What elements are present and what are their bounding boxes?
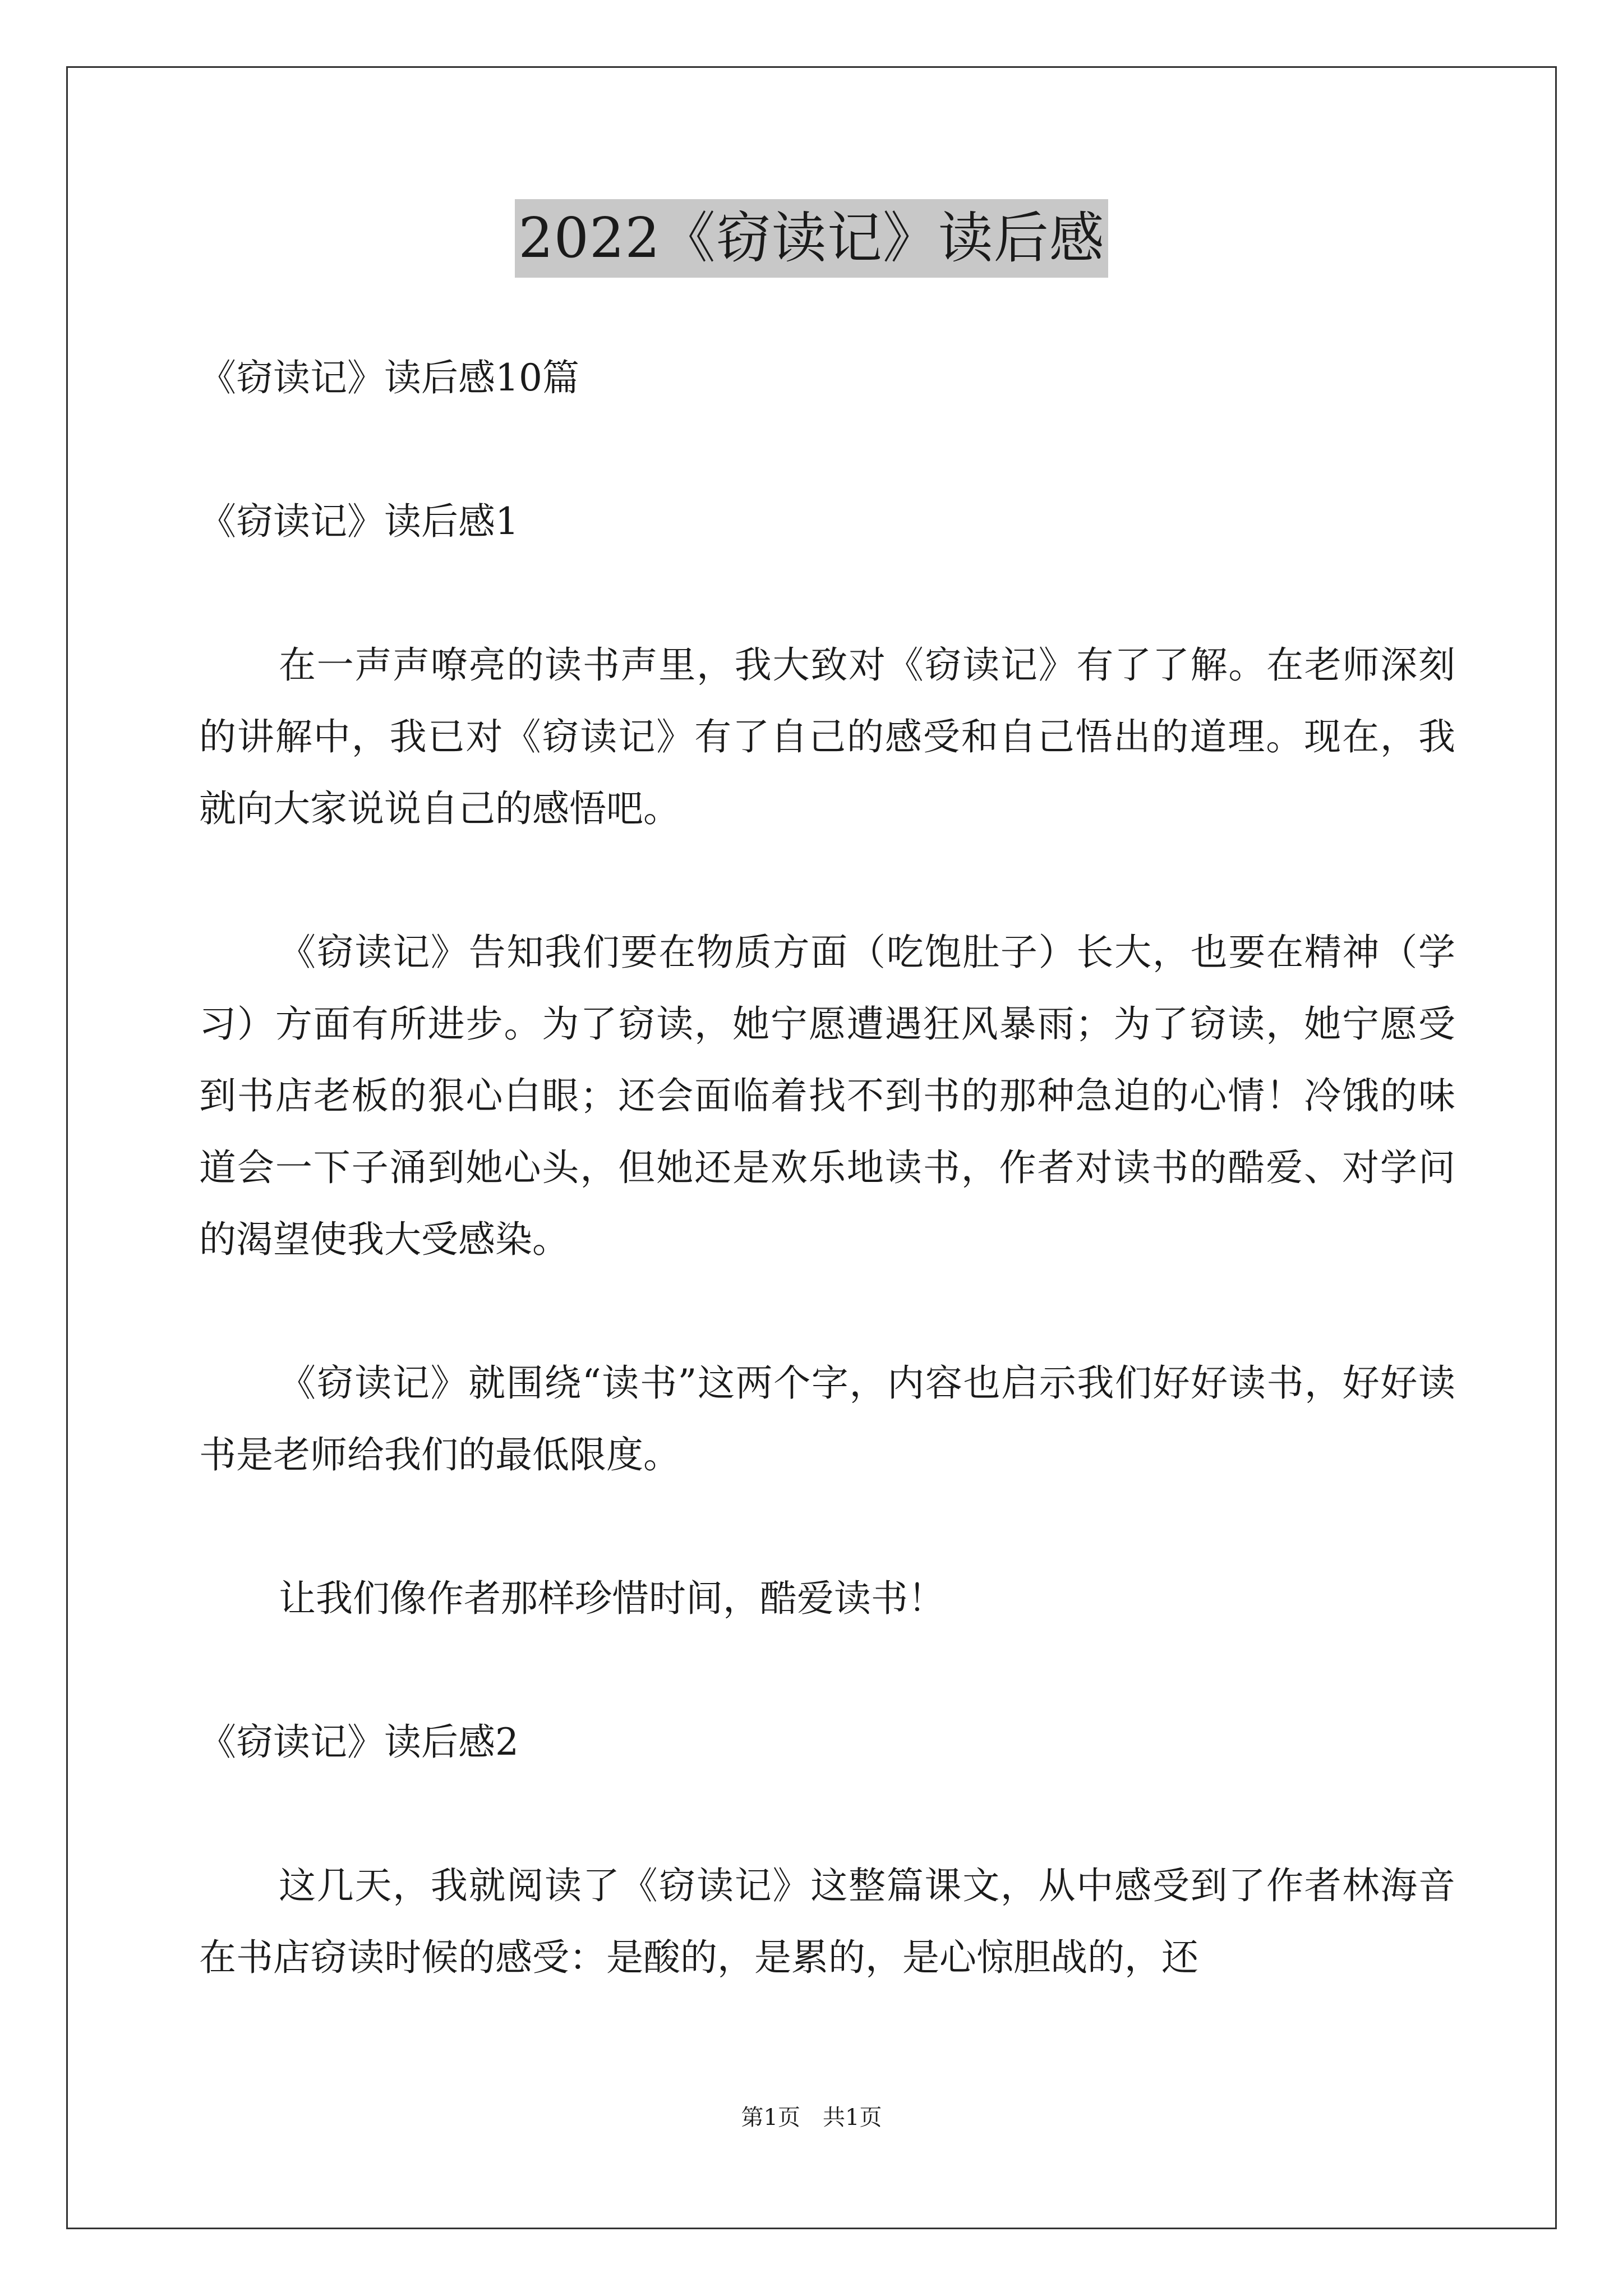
paragraph: 《窃读记》就围绕“读书”这两个字，内容也启示我们好好读书，好好读书是老师给我们的最低限度。: [199, 1361, 1455, 1476]
paragraph: 让我们像作者那样珍惜时间，酷爱读书！: [279, 1577, 945, 1620]
document-body: [199, 342, 1455, 2065]
section-heading-2: 《窃读记》读后感2: [199, 1720, 519, 1764]
paragraph: 在一声声嘹亮的读书声里，我大致对《窃读记》有了了解。在老师深刻的讲解中，我已对《窃读记》有了自己的感受和自己悟出的道理。现在，我就向大家说说自己的感悟吧。: [199, 643, 1455, 830]
paragraph: 《窃读记》告知我们要在物质方面（吃饱肚子）长大，也要在精神（学习）方面有所进步。为了窃读，她宁愿遭遇狂风暴雨；为了窃读，她宁愿受到书店老板的狠心白眼；还会面临着找不到书的那种急迫的心情！冷饿的味道会一下子涌到她心头，但她还是欢乐地读书，作者对读书的酷爱、对学问的渴望使我大受感染。: [199, 931, 1455, 1261]
page-total: 共1页: [823, 2105, 882, 2131]
section-heading-1: 《窃读记》读后感1: [199, 500, 519, 543]
page-number: 第1页: [741, 2105, 800, 2131]
page-footer: [0, 2101, 1623, 2134]
document-title: 2022《窃读记》读后感: [515, 199, 1108, 278]
title-container: [0, 199, 1623, 278]
paragraph: 这几天，我就阅读了《窃读记》这整篇课文，从中感受到了作者林海音在书店窃读时候的感受：是酸的，是累的，是心惊胆战的，还: [199, 1864, 1455, 1979]
document-subtitle: 《窃读记》读后感10篇: [199, 356, 579, 399]
